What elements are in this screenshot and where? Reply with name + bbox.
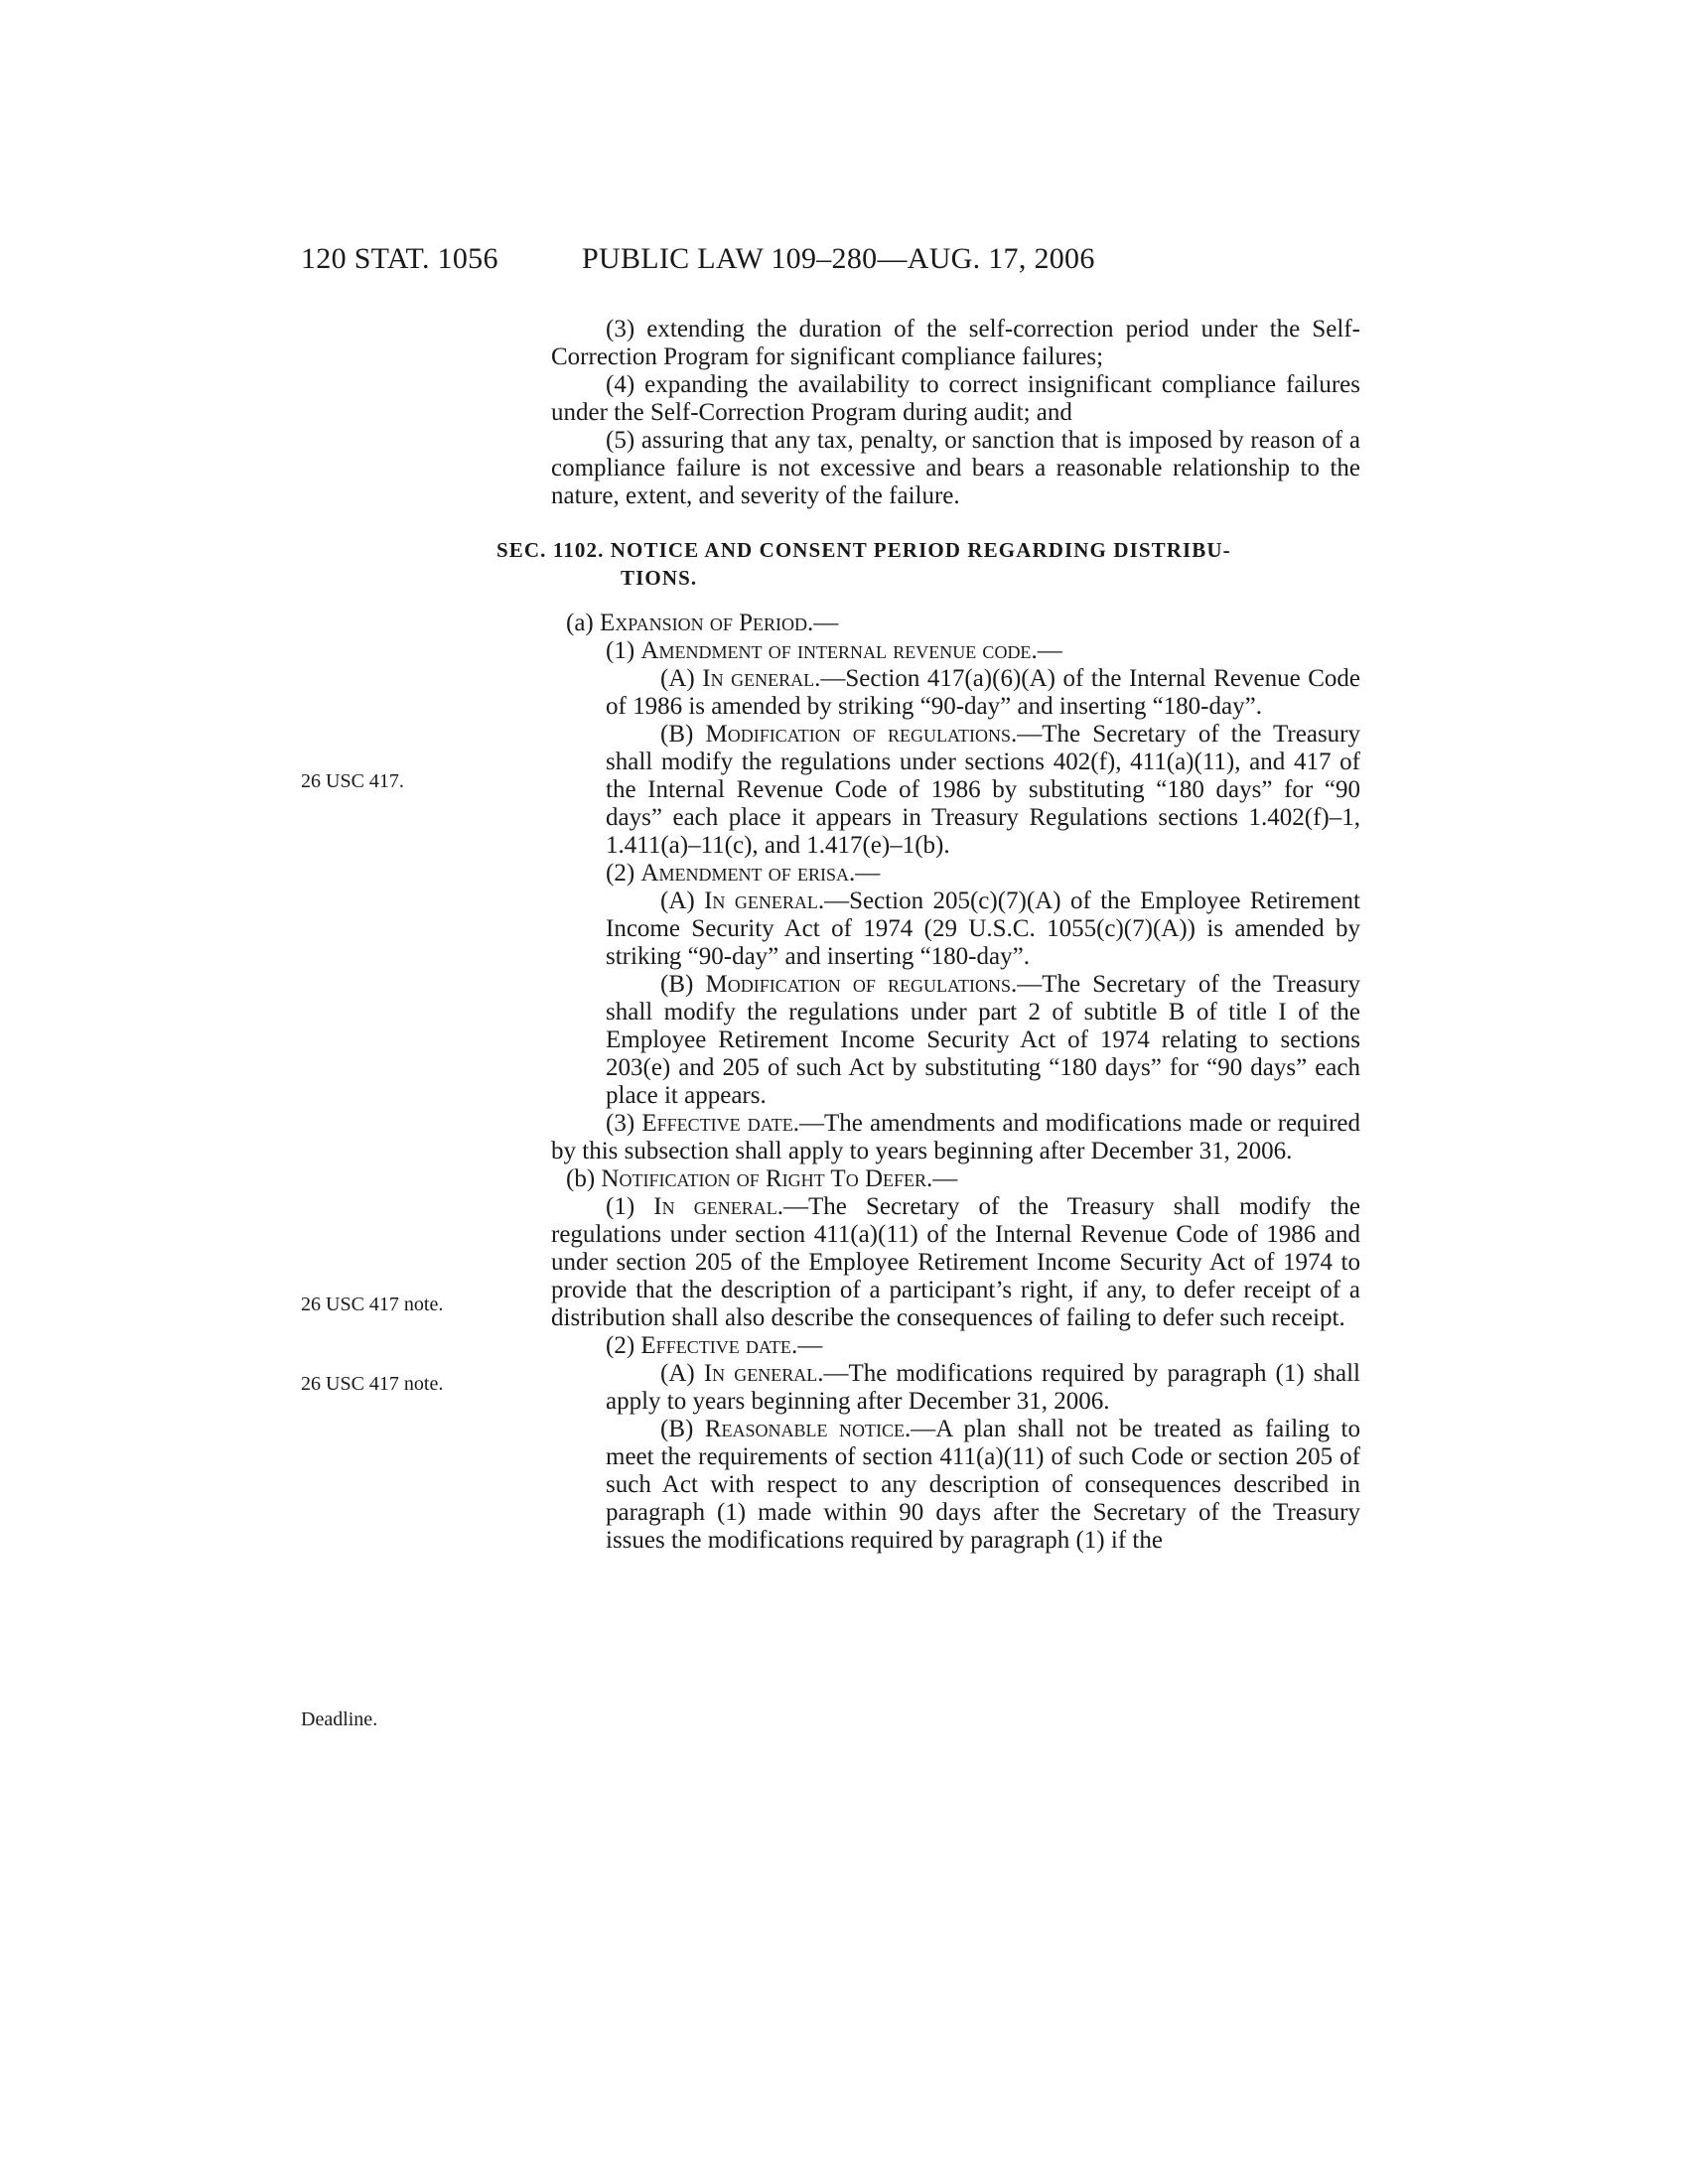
subsection-b2B: (B) Reasonable notice.—A plan shall not be treated as failing to meet the requirements of section 411(a)(11) of such Code or section 205 of such Act with respect to any description of consequences described in paragraph (1) made within 90 days after the Secretary of the Treasury issues the modifications required by paragraph (1) if the	[606, 1416, 1361, 1554]
subsection-b-heading: (b) Notification of Right To Defer.—	[566, 1165, 958, 1192]
subsection-b2-heading: (2) Effective date.—	[606, 1332, 823, 1359]
margin-note-26usc417-note-b: 26 USC 417 note.	[301, 1373, 444, 1395]
subsection-a2B: (B) Modification of regulations.—The Secretary of the Treasury shall modify the regulations under part 2 of subtitle B of title I of the Employee Retirement Income Security Act of 1974 relating to sections 203(e) and 205 of such Act by substituting “180 days” for “90 days” each place it appears.	[606, 971, 1360, 1109]
paragraph-5: (5) assuring that any tax, penalty, or sanction that is imposed by reason of a compliance failure is not excessive and bears a reasonable relationship to the nature, extent, and severity of the failure.	[551, 427, 1360, 509]
subsection-a1-heading: (1) Amendment of internal revenue code.—	[606, 637, 1062, 664]
subsection-a3: (3) Effective date.—The amendments and modifications made or required by this subsection shall apply to years beginning after December 31, 2006.	[551, 1110, 1360, 1164]
margin-note-deadline: Deadline.	[301, 1708, 378, 1730]
margin-note-26usc417: 26 USC 417.	[301, 770, 404, 792]
running-head: PUBLIC LAW 109–280—AUG. 17, 2006	[582, 242, 1095, 275]
subsection-b2A: (A) In general.—The modifications required by paragraph (1) shall apply to years beginning after December 31, 2006.	[606, 1360, 1361, 1415]
subsection-a1B: (B) Modification of regulations.—The Secretary of the Treasury shall modify the regulations under sections 402(f), 411(a)(11), and 417 of the Internal Revenue Code of 1986 by substituting “180 days” for “90 days” each place it appears in Treasury Regulations sections 1.402(f)–1, 1.411(a)–11(c), and 1.417(e)–1(b).	[606, 721, 1360, 859]
statute-page-number: 120 STAT. 1056	[301, 242, 498, 275]
subsection-a2A: (A) In general.—Section 205(c)(7)(A) of the Employee Retirement Income Security Act of 1974 (29 U.S.C. 1055(c)(7)(A)) is amended by striking “90-day” and inserting “180-day”.	[606, 887, 1360, 970]
section-heading-line-2: TIONS.	[621, 566, 698, 590]
section-heading-line-1: SEC. 1102. NOTICE AND CONSENT PERIOD REGARDING DISTRIBU-	[496, 538, 1231, 562]
subsection-a-heading: (a) Expansion of Period.—	[566, 610, 839, 636]
subsection-a2-heading: (2) Amendment of erisa.—	[606, 860, 881, 887]
section-heading	[496, 536, 1360, 592]
subsection-b1: (1) In general.—The Secretary of the Treasury shall modify the regulations under section 411(a)(11) of the Internal Revenue Code of 1986 and under section 205 of the Employee Retirement Income Security Act of 1974 to provide that the description of a participant’s right, if any, to defer receipt of a distribution shall also describe the consequences of failing to defer such receipt.	[551, 1193, 1361, 1331]
margin-note-26usc417-note-a: 26 USC 417 note.	[301, 1294, 444, 1315]
paragraph-4: (4) expanding the availability to correct insignificant compliance failures under the Self-Correction Program during audit; and	[551, 371, 1360, 426]
subsection-a1A: (A) In general.—Section 417(a)(6)(A) of the Internal Revenue Code of 1986 is amended by striking “90-day” and inserting “180-day”.	[606, 665, 1360, 720]
page-header	[0, 242, 1688, 282]
statute-body	[496, 316, 1361, 1555]
paragraph-3: (3) extending the duration of the self-correction period under the Self-Correction Program for significant compliance failures;	[551, 316, 1360, 370]
